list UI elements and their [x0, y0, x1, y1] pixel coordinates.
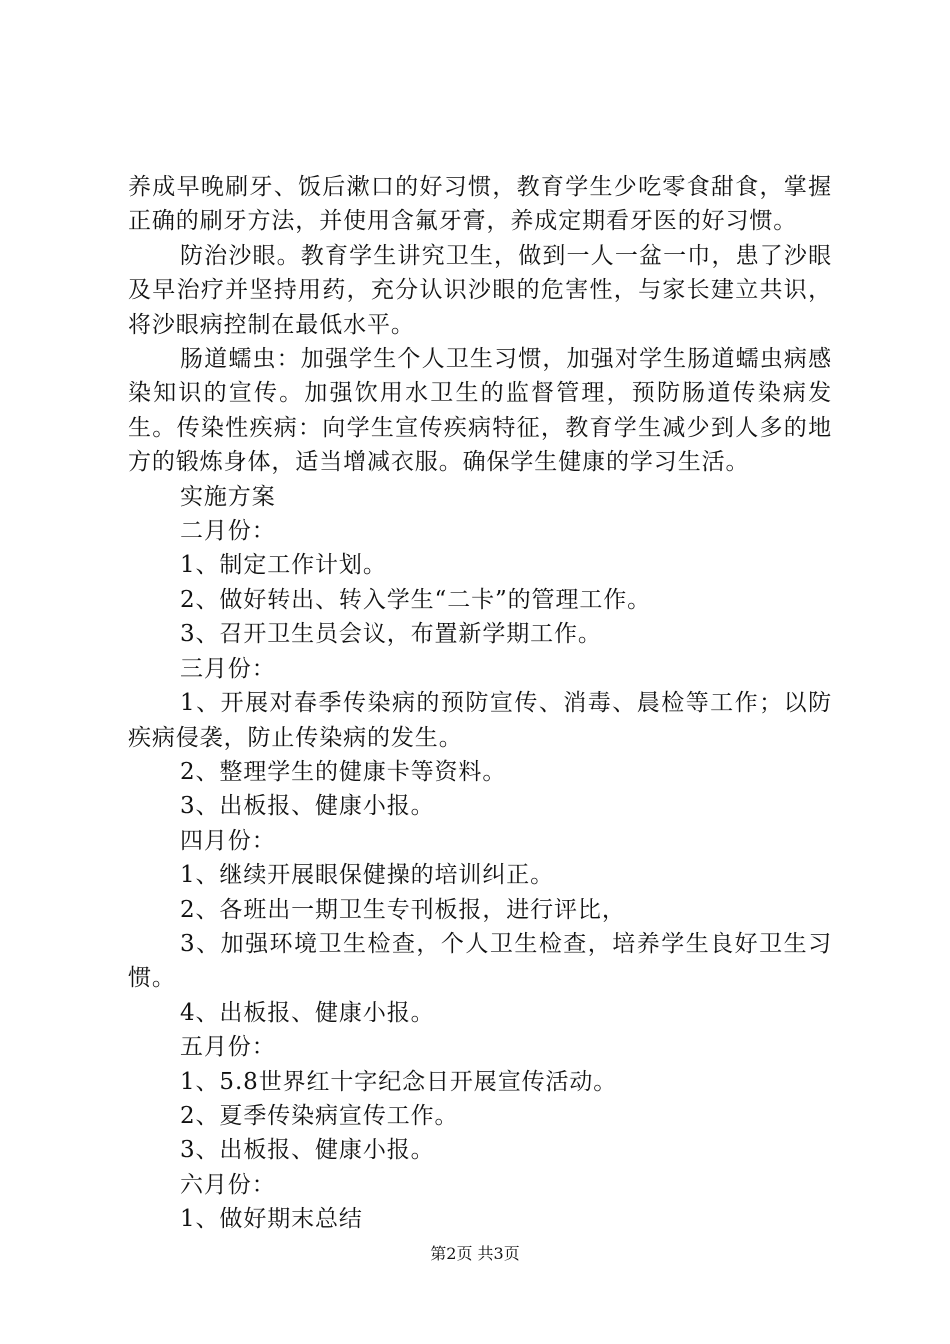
- list-item: 1、5.8世界红十字纪念日开展宣传活动。: [180, 1068, 618, 1095]
- paragraph: 肠道蠕虫：加强学生个人卫生习惯，加强对学生肠道蠕虫病感染知识的宣传。加强饮用水卫生的监督管理，预防肠道传染病发生。传染性疾病：向学生宣传疾病特征，教育学生减少到人多的地方的锻炼身体，适当增减衣服。确保学生健康的学习生活。: [128, 346, 832, 476]
- month-heading: 三月份：: [180, 655, 276, 682]
- list-item: 2、做好转出、转入学生“二卡”的管理工作。: [180, 586, 652, 613]
- paragraph: 防治沙眼。教育学生讲究卫生，做到一人一盆一巾，患了沙眼及早治疗并坚持用药，充分认识沙眼的危害性，与家长建立共识，将沙眼病控制在最低水平。: [128, 242, 832, 338]
- month-heading: 四月份：: [180, 827, 276, 854]
- list-item: 3、加强环境卫生检查，个人卫生检查，培养学生良好卫生习惯。: [128, 930, 832, 992]
- list-item: 3、出板报、健康小报。: [180, 793, 435, 820]
- list-item: 1、做好期末总结: [180, 1206, 363, 1233]
- list-item: 1、开展对春季传染病的预防宣传、消毒、晨检等工作；以防疾病侵袭，防止传染病的发生。: [128, 690, 832, 751]
- month-heading: 六月份：: [180, 1171, 276, 1198]
- paragraph: 养成早晚刷牙、饭后漱口的好习惯，教育学生少吃零食甜食，掌握正确的刷牙方法，并使用含氟牙膏，养成定期看牙医的好习惯。: [128, 174, 832, 235]
- month-heading: 二月份：: [180, 518, 276, 545]
- list-item: 1、继续开展眼保健操的培训纠正。: [180, 862, 555, 889]
- list-item: 3、出板报、健康小报。: [180, 1137, 435, 1164]
- month-heading: 五月份：: [180, 1034, 276, 1061]
- document-body: [128, 170, 832, 1237]
- page-footer: [0, 1243, 950, 1265]
- list-item: 1、制定工作计划。: [180, 552, 387, 579]
- list-item: 2、夏季传染病宣传工作。: [180, 1102, 459, 1129]
- list-item: 2、整理学生的健康卡等资料。: [180, 758, 507, 785]
- list-item: 3、召开卫生员会议，布置新学期工作。: [180, 621, 602, 648]
- section-heading: 实施方案: [180, 483, 276, 510]
- list-item: 2、各班出一期卫生专刊板报，进行评比，: [180, 896, 626, 923]
- page-number-label: 第2页 共3页: [430, 1244, 520, 1263]
- list-item: 4、出板报、健康小报。: [180, 999, 435, 1026]
